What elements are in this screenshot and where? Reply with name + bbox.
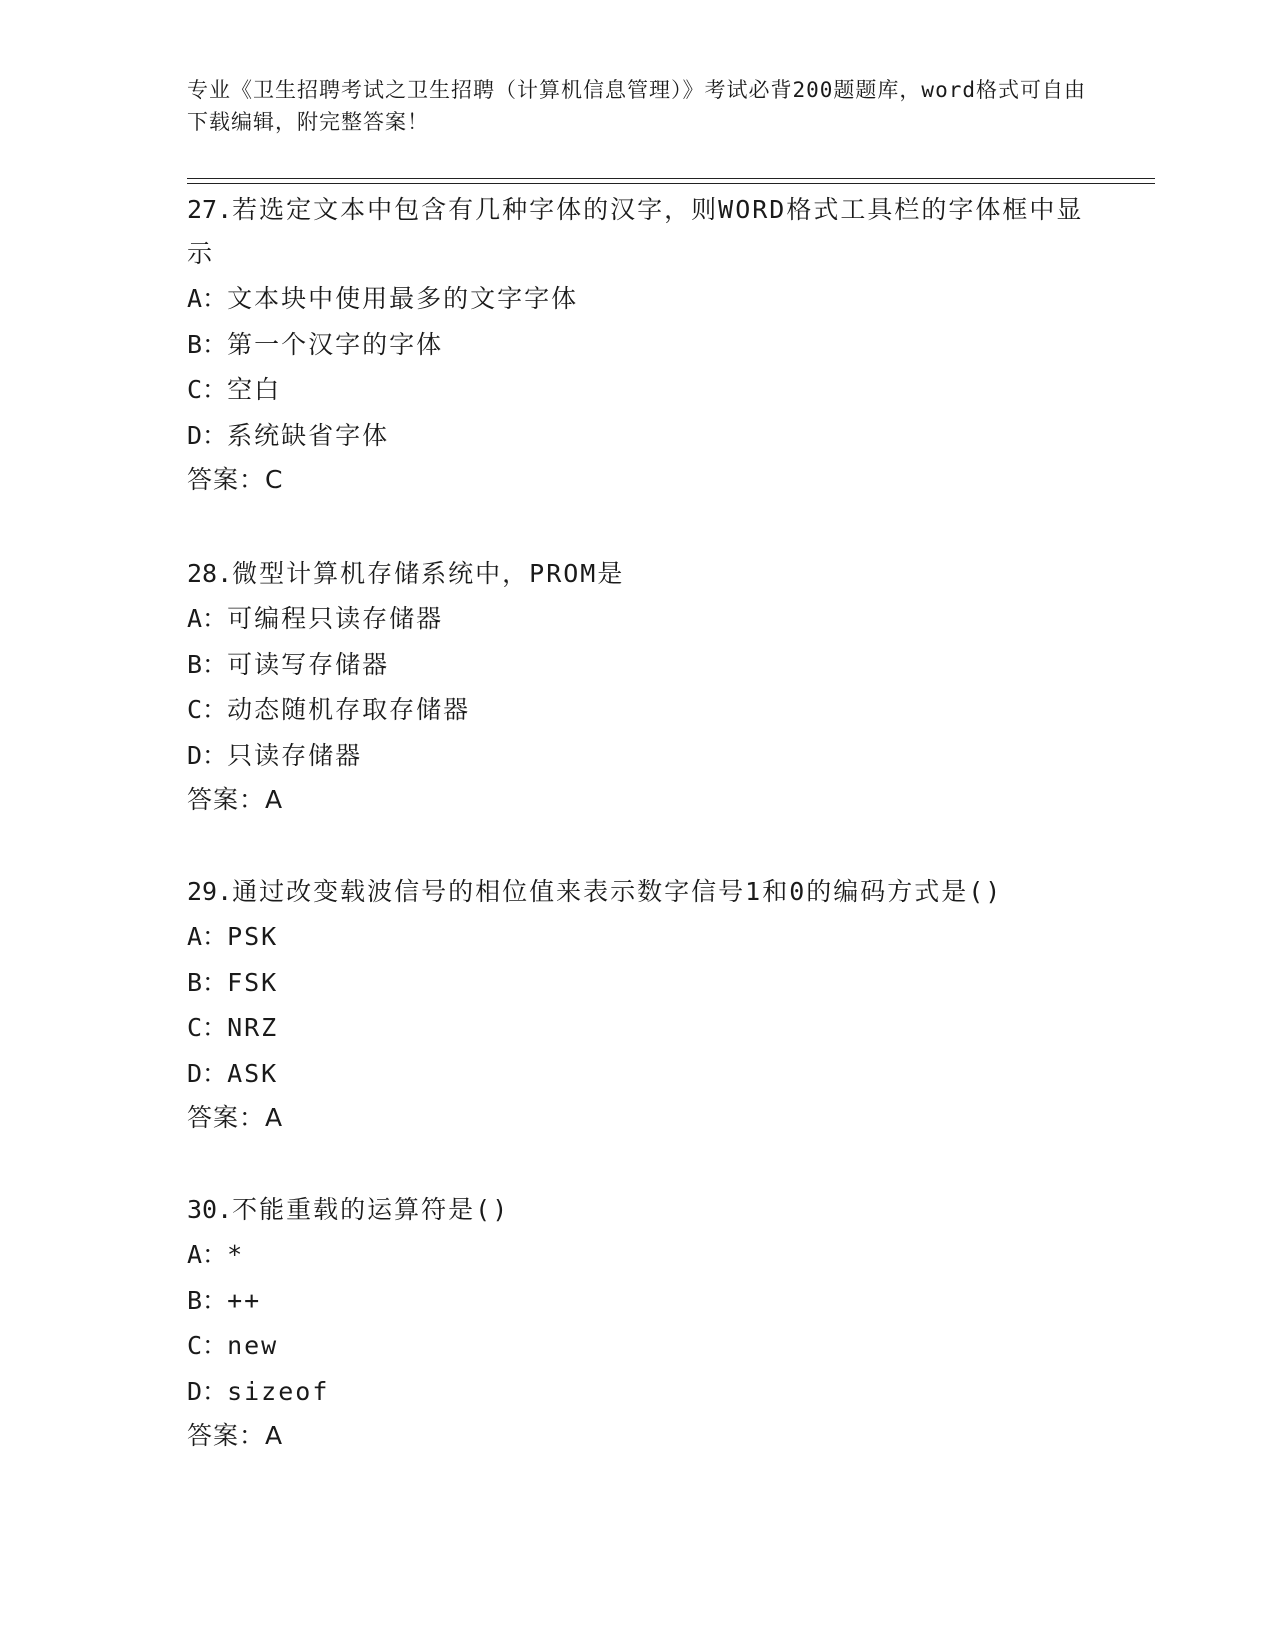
answer-line: 答案：A	[187, 785, 284, 814]
option-key: C：	[187, 1013, 228, 1042]
question-text: 不能重载的运算符是()	[232, 1195, 510, 1224]
option-text: new	[227, 1331, 279, 1360]
option-key: B：	[187, 649, 228, 679]
question-number: 29.	[187, 877, 233, 906]
option-a	[187, 1232, 1087, 1278]
question-29	[187, 870, 1087, 1140]
option-text: FSK	[227, 967, 279, 997]
option-d	[187, 1369, 1087, 1415]
option-c	[187, 1005, 1087, 1051]
question-stem	[187, 188, 1087, 276]
option-a	[187, 276, 1087, 322]
option-d	[187, 1051, 1087, 1097]
question-27	[187, 188, 1087, 502]
option-text: *	[227, 1240, 245, 1269]
question-number: 28.	[187, 559, 233, 588]
option-text: 第一个汉字的字体	[227, 329, 444, 359]
option-key: D：	[187, 1058, 228, 1088]
option-key: A：	[187, 604, 228, 633]
option-key: B：	[187, 1285, 228, 1315]
option-d	[187, 733, 1087, 779]
option-key: B：	[187, 967, 228, 997]
question-28	[187, 552, 1087, 822]
option-b	[187, 1278, 1087, 1324]
option-b	[187, 322, 1087, 368]
question-text: 通过改变载波信号的相位值来表示数字信号1和0的编码方式是()	[232, 877, 1003, 906]
question-text: 若选定文本中包含有几种字体的汉字，则WORD格式工具栏的字体框中显示	[187, 195, 1084, 268]
option-key: A：	[187, 1240, 228, 1269]
question-stem	[187, 552, 1087, 596]
option-key: C：	[187, 375, 228, 404]
question-stem	[187, 870, 1087, 914]
option-text: ASK	[227, 1058, 279, 1088]
question-stem	[187, 1188, 1087, 1232]
answer-line: 答案：C	[187, 465, 284, 494]
option-key: A：	[187, 922, 228, 951]
option-text: 可编程只读存储器	[227, 604, 444, 633]
option-text: 文本块中使用最多的文字字体	[227, 284, 579, 313]
option-text: 动态随机存取存储器	[227, 695, 471, 724]
option-key: A：	[187, 284, 228, 313]
option-b	[187, 960, 1087, 1006]
option-text: ++	[227, 1285, 262, 1315]
header-divider-bottom	[187, 183, 1155, 184]
option-text: 只读存储器	[227, 740, 363, 770]
option-b	[187, 642, 1087, 688]
header-divider-top	[187, 178, 1155, 179]
option-c	[187, 367, 1087, 413]
answer-line: 答案：A	[187, 1421, 284, 1450]
question-number: 30.	[187, 1195, 233, 1224]
option-key: D：	[187, 740, 228, 770]
question-30	[187, 1188, 1087, 1458]
option-key: C：	[187, 1331, 228, 1360]
option-key: D：	[187, 1376, 228, 1406]
option-c	[187, 1323, 1087, 1369]
answer-line: 答案：A	[187, 1103, 284, 1132]
question-text: 微型计算机存储系统中，PROM是	[232, 559, 625, 588]
option-c	[187, 687, 1087, 733]
option-text: 空白	[227, 375, 282, 404]
option-a	[187, 914, 1087, 960]
option-a	[187, 596, 1087, 642]
option-key: B：	[187, 329, 228, 359]
option-text: sizeof	[227, 1376, 330, 1406]
option-text: NRZ	[227, 1013, 279, 1042]
option-text: PSK	[227, 922, 279, 951]
option-text: 系统缺省字体	[227, 420, 390, 450]
option-key: D：	[187, 420, 228, 450]
option-d	[187, 413, 1087, 459]
document-header-note: 专业《卫生招聘考试之卫生招聘（计算机信息管理）》考试必背200题题库，word格式可自由下载编辑，附完整答案！	[187, 78, 1086, 134]
question-number: 27.	[187, 195, 233, 224]
option-text: 可读写存储器	[227, 649, 390, 679]
option-key: C：	[187, 695, 228, 724]
